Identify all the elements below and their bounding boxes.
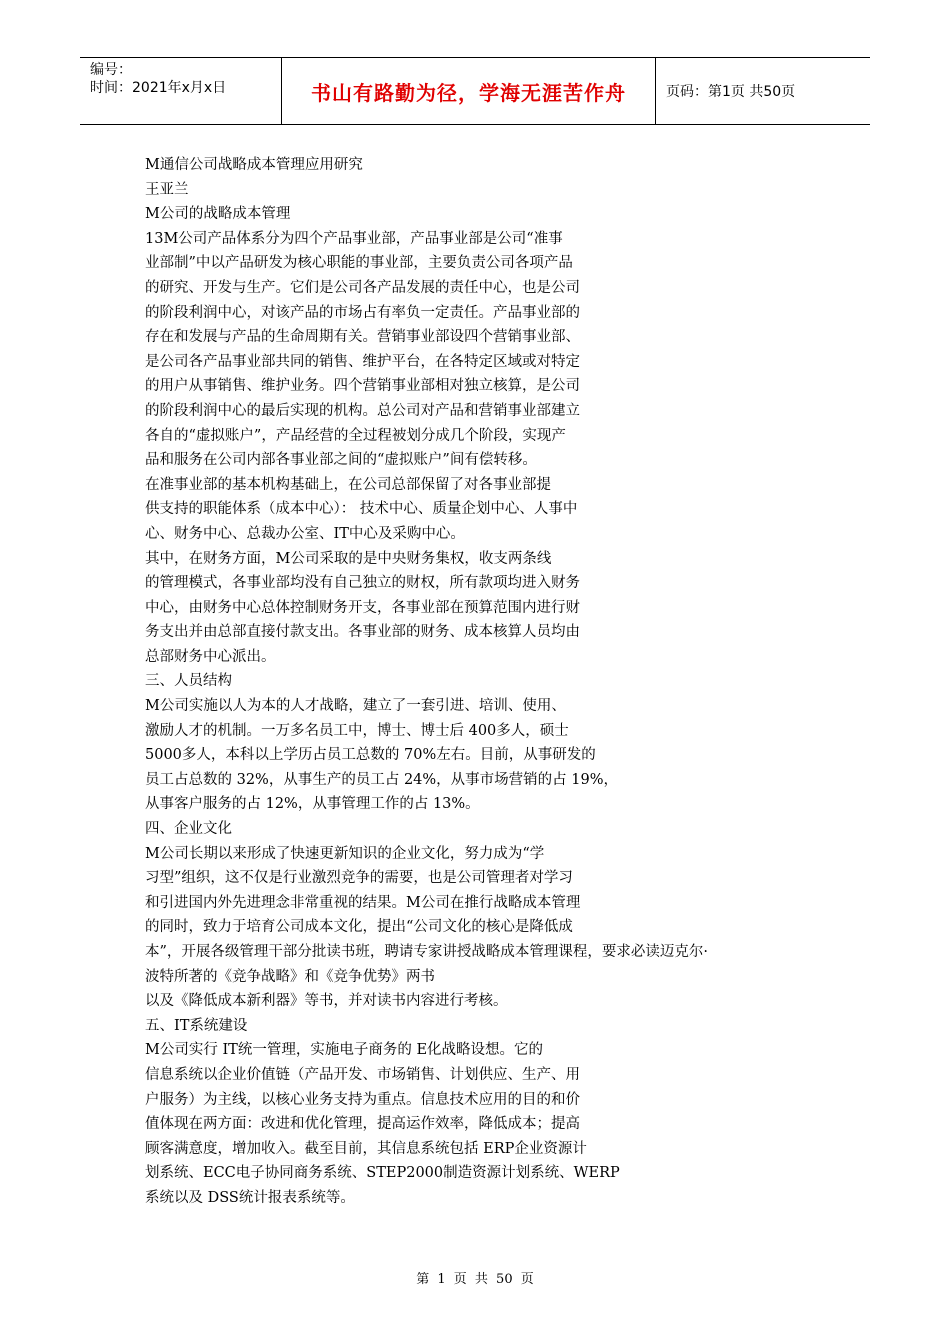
body-line: 13M公司产品体系分为四个产品事业部，产品事业部是公司“准事 (145, 230, 563, 247)
header-number-label: 编号： (90, 62, 132, 78)
body-line: 划系统、ECC电子协同商务系统、STEP2000制造资源计划系统、WERP (145, 1165, 620, 1182)
section-heading: 三、人员结构 (145, 673, 232, 690)
body-line: 务支出并由总部直接付款支出。各事业部的财务、成本核算人员均由 (145, 624, 580, 641)
body-line: 心、财务中心、总裁办公室、IT中心及采购中心。 (145, 525, 465, 542)
body-line: 系统以及 DSS统计报表系统等。 (145, 1189, 355, 1206)
body-line: 员工占总数的 32%，从事生产的员工占 24%，从事市场营销的占 19%， (145, 771, 619, 788)
body-line: 激励人才的机制。一万多名员工中，博士、博士后 400多人，硕士 (145, 722, 569, 739)
document-body (145, 153, 709, 1211)
body-line: 的研究、开发与生产。它们是公司各产品发展的责任中心，也是公司 (145, 279, 580, 296)
body-line: 存在和发展与产品的生命周期有关。营销事业部设四个营销事业部、 (145, 329, 580, 346)
section-heading: 四、企业文化 (145, 821, 232, 838)
body-line: 的阶段利润中心的最后实现的机构。总公司对产品和营销事业部建立 (145, 402, 580, 419)
body-line: 其中，在财务方面，M公司采取的是中央财务集权，收支两条线 (145, 550, 552, 567)
body-line: 业部制”中以产品研发为核心职能的事业部，主要负责公司各项产品 (145, 255, 573, 272)
body-line: 的管理模式，各事业部均没有自己独立的财权，所有款项均进入财务 (145, 575, 580, 592)
header-meta (80, 58, 282, 124)
page-footer: 第 1 页 共 50 页 (416, 1272, 534, 1287)
body-line: 本”，开展各级管理干部分批读书班，聘请专家讲授战略成本管理课程，要求必读迈克尔· (145, 944, 709, 960)
header-time-label: 时间：2021年x月x日 (90, 80, 227, 96)
body-line: 顾客满意度，增加收入。截至目前，其信息系统包括 ERP企业资源计 (145, 1140, 587, 1157)
body-line: 的阶段利润中心，对该产品的市场占有率负一定责任。产品事业部的 (145, 304, 580, 321)
body-line: M公司长期以来形成了快速更新知识的企业文化，努力成为“学 (145, 845, 545, 862)
body-line: 以及《降低成本新利器》等书，并对读书内容进行考核。 (145, 993, 508, 1010)
body-line: 和引进国内外先进理念非常重视的结果。M公司在推行战略成本管理 (145, 894, 581, 911)
header-page-info: 页码：第1页 共50页 (666, 84, 796, 100)
body-line: 品和服务在公司内部各事业部之间的“虚拟账户”间有偿转移。 (145, 452, 537, 469)
body-line: 5000多人，本科以上学历占员工总数的 70%左右。目前，从事研发的 (145, 747, 596, 764)
body-line: 总部财务中心派出。 (145, 648, 276, 665)
body-line: 波特所著的《竞争战略》和《竞争优势》两书 (145, 968, 435, 985)
body-line: M通信公司战略成本管理应用研究 (145, 157, 363, 173)
body-line: 的同时，致力于培育公司成本文化，提出“公司文化的核心是降低成 (145, 919, 573, 936)
body-line: M公司实施以人为本的人才战略，建立了一套引进、培训、使用、 (145, 698, 566, 715)
body-line: 中心，由财务中心总体控制财务开支，各事业部在预算范围内进行财 (145, 599, 580, 616)
header-motto: 书山有路勤为径，学海无涯苦作舟 (282, 58, 656, 124)
body-line: 的用户从事销售、维护业务。四个营销事业部相对独立核算，是公司 (145, 378, 580, 395)
body-line: 各自的“虚拟账户”，产品经营的全过程被划分成几个阶段，实现产 (145, 427, 566, 444)
document-header (80, 57, 870, 125)
body-line: 习型”组织，这不仅是行业激烈竞争的需要，也是公司管理者对学习 (145, 870, 573, 887)
body-line: 值体现在两方面：改进和优化管理，提高运作效率，降低成本；提高 (145, 1116, 580, 1133)
body-line: 在准事业部的基本机构基础上，在公司总部保留了对各事业部提 (145, 476, 551, 493)
body-line: 供支持的职能体系（成本中心）： 技术中心、质量企划中心、人事中 (145, 501, 578, 518)
body-line: M公司实行 IT统一管理，实施电子商务的 E化战略设想。它的 (145, 1042, 544, 1059)
body-line: 信息系统以企业价值链（产品开发、市场销售、计划供应、生产、用 (145, 1066, 580, 1083)
body-line: 户服务）为主线，以核心业务支持为重点。信息技术应用的目的和价 (145, 1091, 580, 1108)
section-heading: 五、IT系统建设 (145, 1017, 248, 1034)
body-line: 从事客户服务的占 12%，从事管理工作的占 13%。 (145, 796, 480, 813)
body-line: 是公司各产品事业部共同的销售、维护平台，在各特定区域或对特定 (145, 353, 580, 370)
body-line: 王亚兰 (145, 181, 189, 198)
body-line: M公司的战略成本管理 (145, 206, 291, 223)
